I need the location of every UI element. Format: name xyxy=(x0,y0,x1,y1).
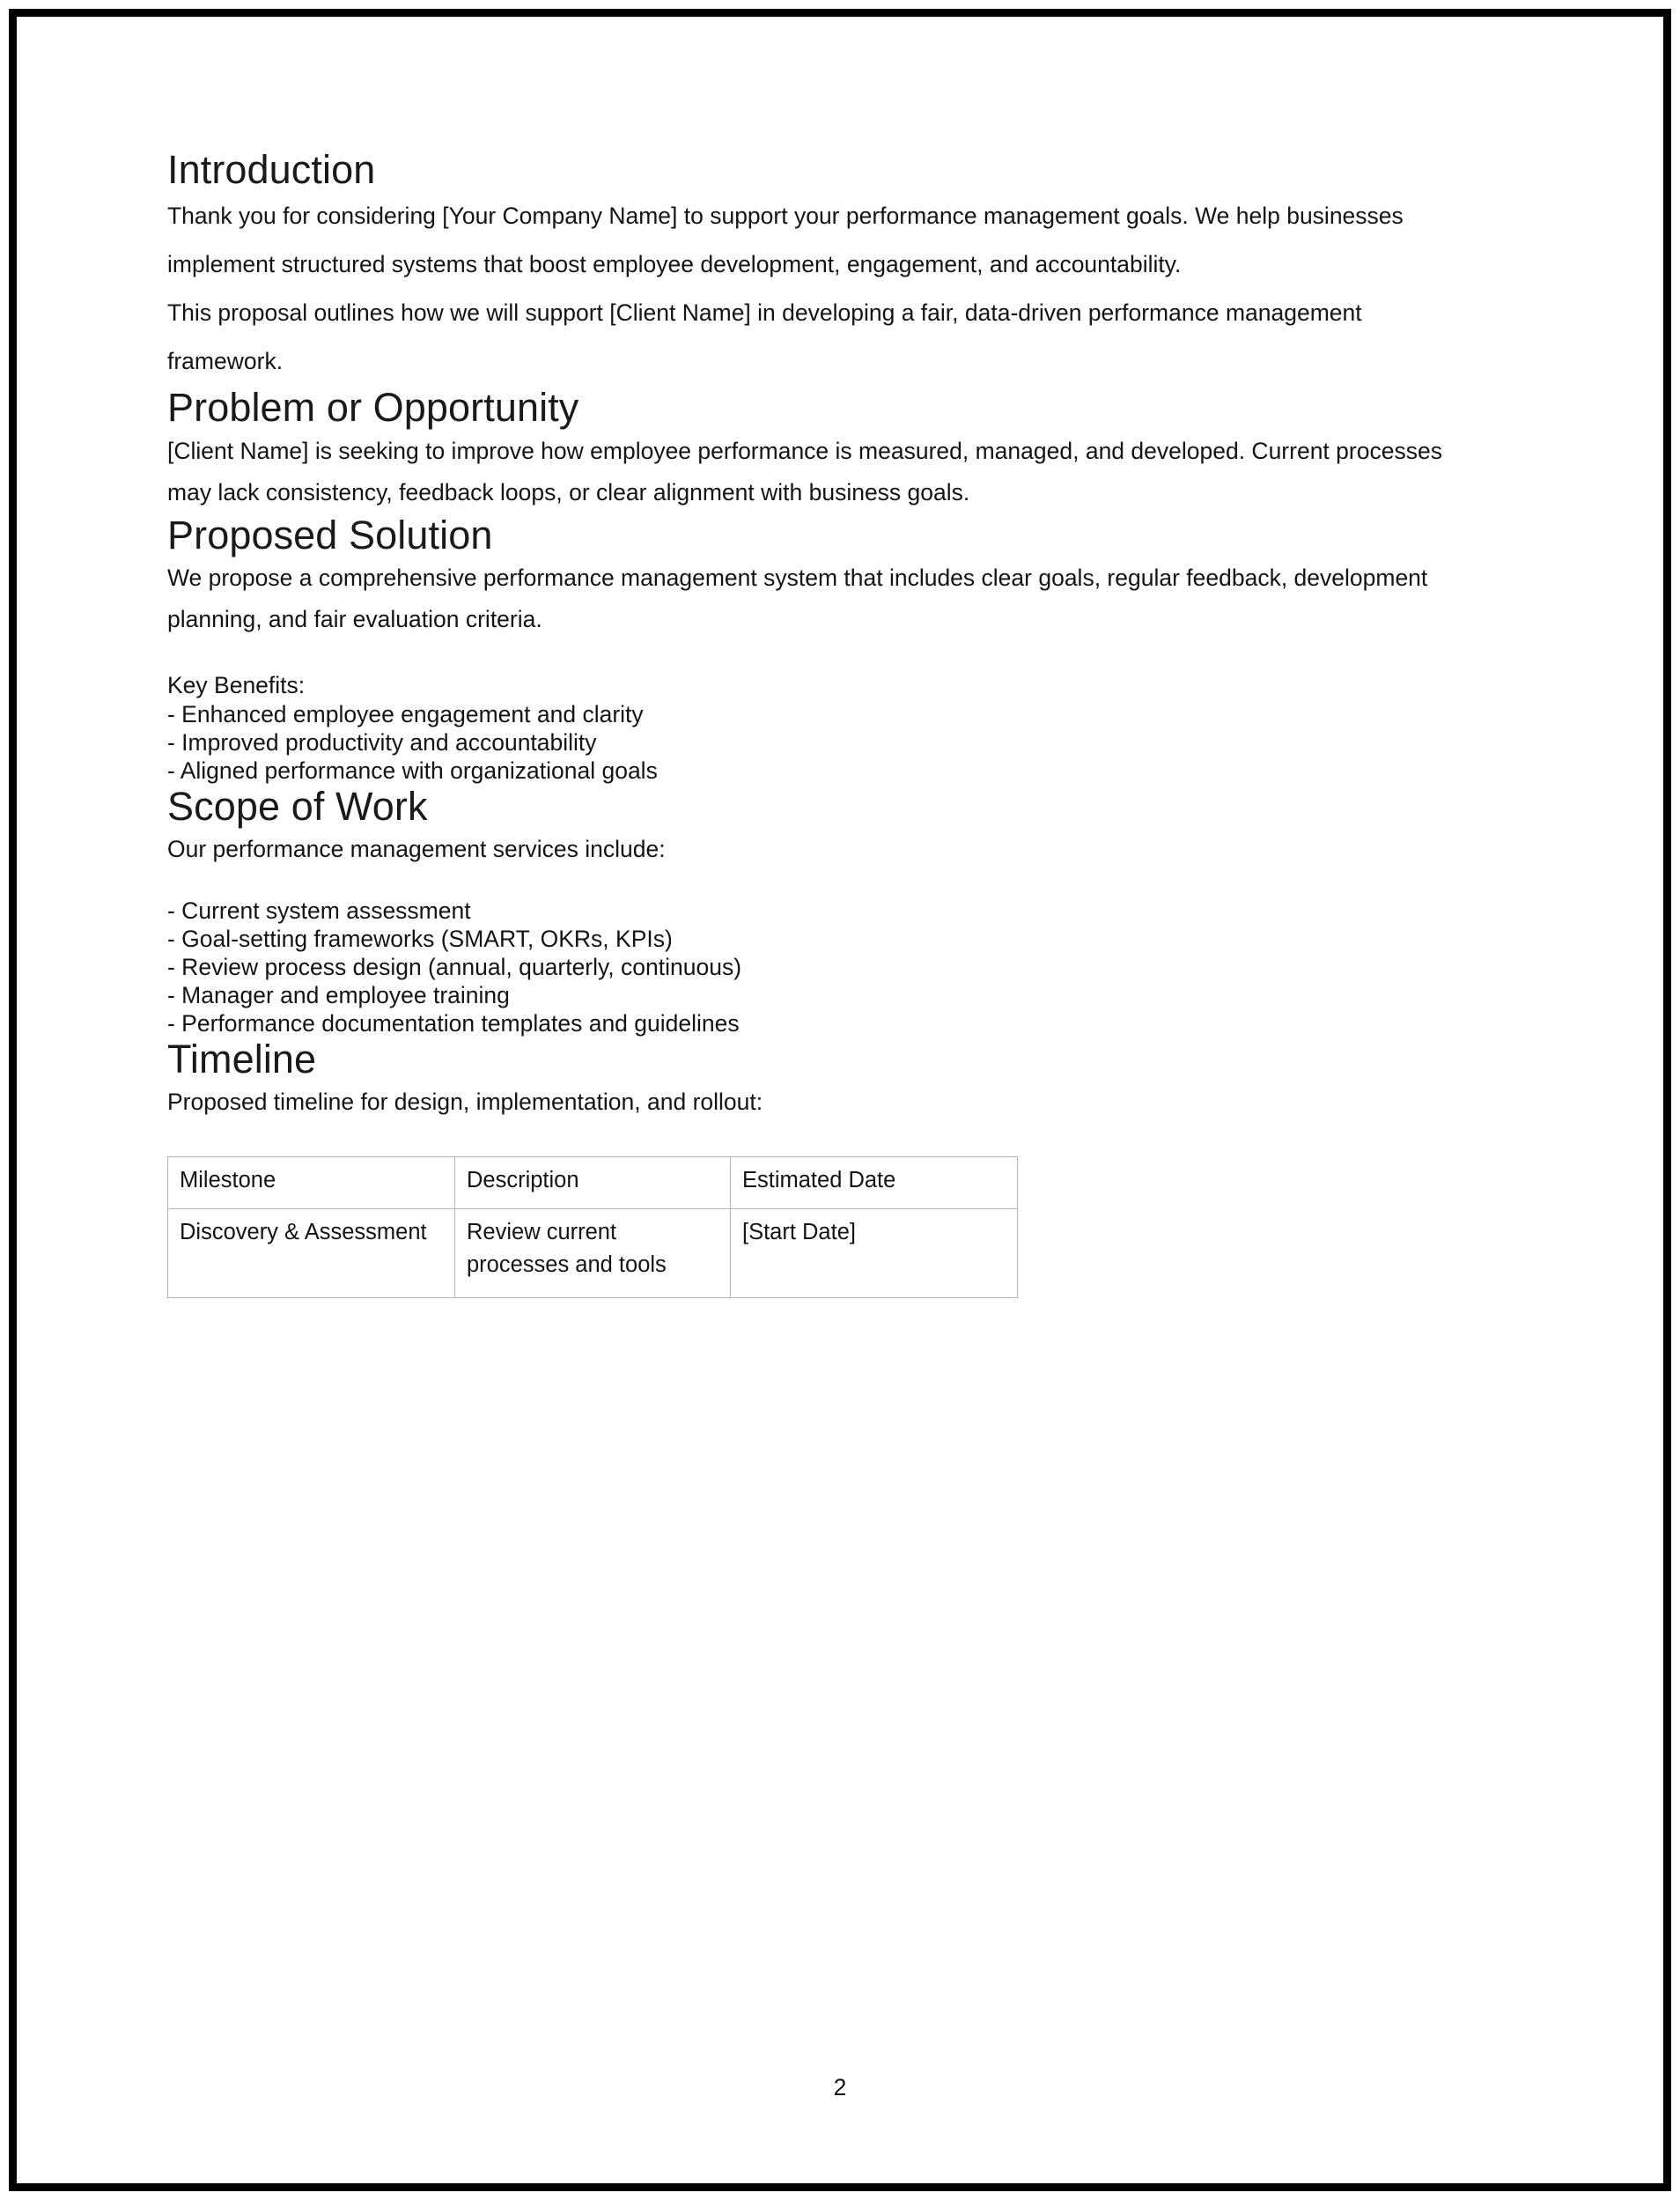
problem-paragraph-1: [Client Name] is seeking to improve how employee performance is measured, managed, and developed. Current processes may lack consistency, feedback loops, or clear alignment with business goals. xyxy=(167,437,1442,506)
table-cell-estimated-date: [Start Date] xyxy=(731,1209,1018,1298)
scope-paragraph-1: Our performance management services include: xyxy=(167,836,666,863)
list-item: - Manager and employee training xyxy=(167,982,510,1009)
key-benefits-block xyxy=(167,672,1514,785)
table-header-description: Description xyxy=(455,1157,731,1209)
list-item: - Improved productivity and accountability xyxy=(167,728,597,756)
heading-problem-or-opportunity: Problem or Opportunity xyxy=(167,385,579,431)
solution-paragraph-1: We propose a comprehensive performance management system that includes clear goals, regular feedback, development planning, and fair evaluation criteria. xyxy=(167,565,1428,633)
list-item: - Review process design (annual, quarterly, continuous) xyxy=(167,954,742,981)
list-item: - Current system assessment xyxy=(167,897,471,925)
heading-timeline: Timeline xyxy=(167,1037,317,1082)
timeline-paragraph-1: Proposed timeline for design, implementation, and rollout: xyxy=(167,1089,763,1116)
table-header-estimated-date: Estimated Date xyxy=(731,1157,1018,1209)
key-benefits-label: Key Benefits: xyxy=(167,672,306,699)
list-item: - Goal-setting frameworks (SMART, OKRs, KPIs) xyxy=(167,926,673,953)
table-cell-milestone: Discovery & Assessment xyxy=(168,1209,455,1298)
list-item: - Performance documentation templates and guidelines xyxy=(167,1010,740,1037)
table-cell-description: Review current processes and tools xyxy=(455,1209,731,1298)
scope-of-work-list xyxy=(167,897,1514,1037)
list-item: - Enhanced employee engagement and clarity xyxy=(167,700,644,727)
introduction-paragraph-1: Thank you for considering [Your Company Name] to support your performance management goals. We help businesses implement structured systems that boost employee development, engagement, and accountability. xyxy=(167,203,1404,278)
table-row xyxy=(168,1209,1018,1298)
timeline-table xyxy=(167,1156,1018,1298)
list-item: - Aligned performance with organizational goals xyxy=(167,757,658,784)
heading-proposed-solution: Proposed Solution xyxy=(167,512,493,557)
introduction-paragraph-2: This proposal outlines how we will support [Client Name] in developing a fair, data-driven performance management framework. xyxy=(167,299,1362,375)
table-header-milestone: Milestone xyxy=(168,1157,455,1209)
heading-scope-of-work: Scope of Work xyxy=(167,783,428,829)
document-content xyxy=(167,148,1514,1298)
heading-introduction: Introduction xyxy=(167,147,376,192)
page-number: 2 xyxy=(833,2074,847,2100)
key-benefits-list xyxy=(167,700,1514,785)
table-header-row xyxy=(168,1157,1018,1209)
